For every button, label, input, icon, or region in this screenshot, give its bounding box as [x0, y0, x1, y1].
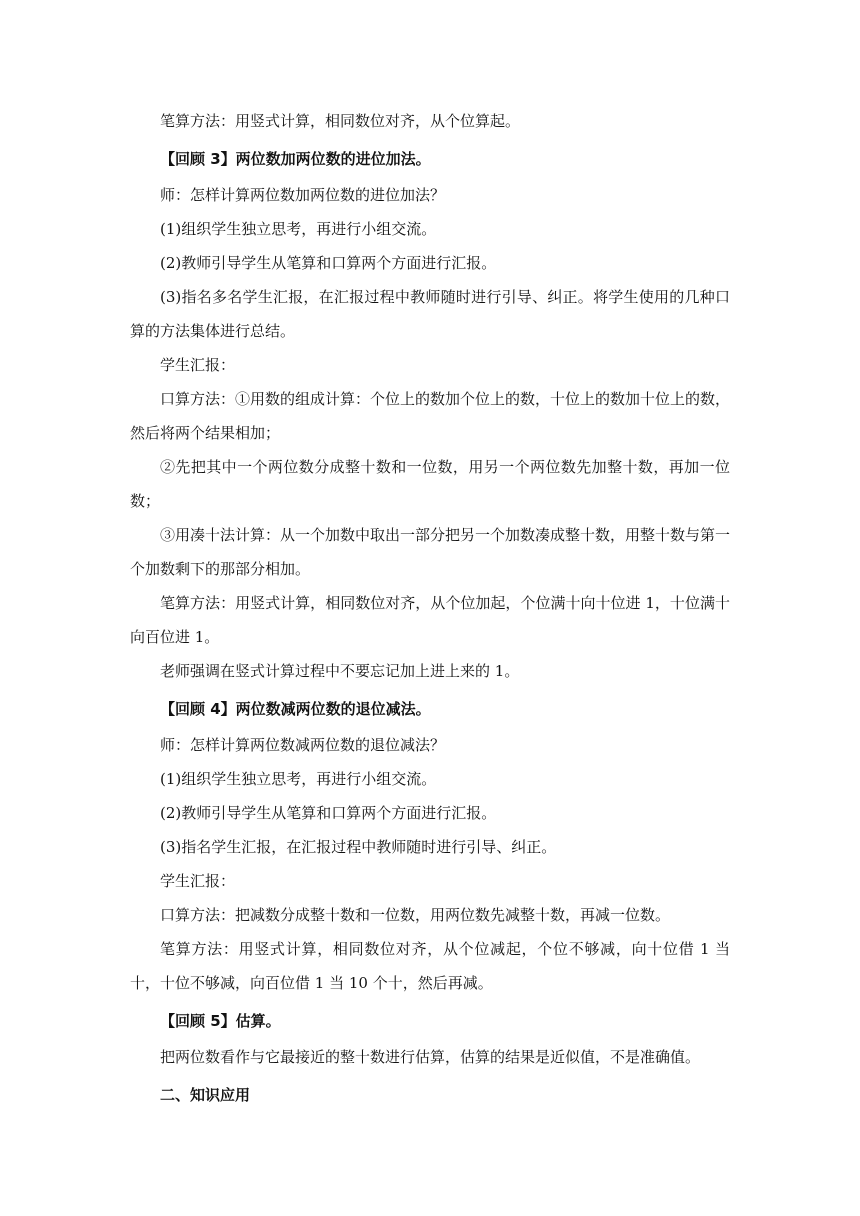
paragraph-step-3: (3)指名多名学生汇报，在汇报过程中教师随时进行引导、纠正。将学生使用的几种口算的方法集体进行总结。 — [130, 288, 730, 340]
heading-review-5: 【回顾 5】估算。 — [160, 1012, 281, 1030]
paragraph-mental-method-3: ③用凑十法计算：从一个加数中取出一部分把另一个加数凑成整十数，用整十数与第一个加数剩下的那部分相加。 — [130, 526, 731, 578]
paragraph-teacher-emphasis: 老师强调在竖式计算过程中不要忘记加上进上来的 1。 — [160, 662, 520, 680]
paragraph-step-2: (2)教师引导学生从笔算和口算两个方面进行汇报。 — [160, 254, 497, 272]
paragraph-written-subtraction: 笔算方法：用竖式计算，相同数位对齐，从个位减起，个位不够减，向十位借 1 当十，十位不够减，向百位借 1 当 10 个十，然后再减。 — [130, 940, 730, 992]
document-body — [130, 104, 730, 1114]
section-heading-application: 二、知识应用 — [160, 1086, 251, 1104]
heading-review-3: 【回顾 3】两位数加两位数的进位加法。 — [160, 150, 431, 168]
paragraph-subtraction-step-1: (1)组织学生独立思考，再进行小组交流。 — [160, 770, 437, 788]
paragraph-subtraction-step-2: (2)教师引导学生从笔算和口算两个方面进行汇报。 — [160, 804, 497, 822]
paragraph-teacher-question-addition: 师：怎样计算两位数加两位数的进位加法？ — [160, 186, 446, 204]
paragraph-subtraction-step-3: (3)指名学生汇报，在汇报过程中教师随时进行引导、纠正。 — [160, 838, 557, 856]
paragraph-written-addition: 笔算方法：用竖式计算，相同数位对齐，从个位加起，个位满十向十位进 1，十位满十向百位进 1。 — [130, 594, 730, 646]
heading-review-4: 【回顾 4】两位数减两位数的退位减法。 — [160, 700, 431, 718]
paragraph-student-report-2: 学生汇报： — [160, 872, 236, 890]
paragraph-estimation: 把两位数看作与它最接近的整十数进行估算，估算的结果是近似值，不是准确值。 — [160, 1048, 701, 1066]
paragraph-teacher-question-subtraction: 师：怎样计算两位数减两位数的退位减法？ — [160, 736, 446, 754]
paragraph-student-report: 学生汇报： — [160, 356, 236, 374]
paragraph-mental-method-1: 口算方法：①用数的组成计算：个位上的数加个位上的数，十位上的数加十位上的数，然后将两个结果相加； — [130, 390, 731, 442]
paragraph-written-method: 笔算方法：用竖式计算，相同数位对齐，从个位算起。 — [160, 112, 521, 130]
paragraph-step-1: (1)组织学生独立思考，再进行小组交流。 — [160, 220, 437, 238]
paragraph-mental-method-2: ②先把其中一个两位数分成整十数和一位数，用另一个两位数先加整十数，再加一位数； — [130, 458, 730, 510]
paragraph-mental-subtraction: 口算方法：把减数分成整十数和一位数，用两位数先减整十数，再减一位数。 — [160, 906, 671, 924]
